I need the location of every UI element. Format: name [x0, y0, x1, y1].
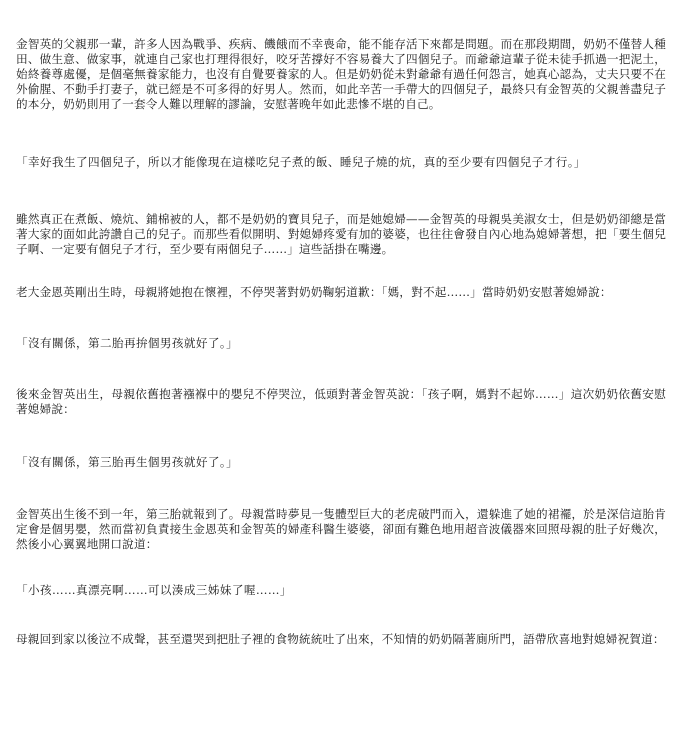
- quote-second-child: 「沒有關係，第二胎再拚個男孩就好了。」: [16, 336, 239, 350]
- paragraph-eunyoung-birth: 老大金恩英剛出生時，母親將她抱在懷裡，不停哭著對奶奶鞠躬道歉：「媽，對不起……」當時奶奶安慰著媳婦說：: [16, 285, 612, 299]
- paragraph-family-history: 金智英的父親那一輩，許多人因為戰爭、疾病、饑餓而不幸喪命，能不能存活下來都是問題。而在那段期間，奶奶不僅替人種田、做生意、做家事，就連自己家也打理得很好，咬牙苦撐好不容易養大了四個兒子。而爺爺這輩子從未徒手抓過一把泥土，始終養尊處優，是個毫無養家能力，也沒有自覺要養家的人。但是奶奶從未對爺爺有過任何怨言，她真心認為，丈夫只要不在外偷腥、不動手打妻子，就已經是不可多得的好男人。然而，如此辛苦一手帶大的四個兒子，最終只有金智英的父親善盡兒子的本分，奶奶則用了一套令人難以理解的謬論，安慰著晚年如此悲慘不堪的自己。: [16, 37, 666, 111]
- paragraph-mother-returns: 母親回到家以後泣不成聲，甚至還哭到把肚子裡的食物統統吐了出來，不知情的奶奶隔著廁所門，語帶欣喜地對媳婦祝賀道：: [16, 632, 665, 646]
- quote-grandmother-four-sons: 「幸好我生了四個兒子，所以才能像現在這樣吃兒子煮的飯、睡兒子燒的炕，真的至少要有四個兒子才行。」: [16, 155, 586, 169]
- paragraph-third-pregnancy: 金智英出生後不到一年，第三胎就報到了。母親當時夢見一隻體型巨大的老虎破門而入，還躲進了她的裙襬，於是深信這胎肯定會是個男嬰，然而當初負責接生金恩英和金智英的婦產科醫生婆婆，卻面有難色地用超音波儀器來回照母親的肚子好幾次，然後小心翼翼地開口說道：: [16, 507, 666, 551]
- quote-doctor: 「小孩……真漂亮啊……可以湊成三姊妹了喔……」: [16, 583, 292, 597]
- paragraph-jiyoung-birth: 後來金智英出生，母親依舊抱著襁褓中的嬰兒不停哭泣，低頭對著金智英說：「孩子啊，媽對不起妳……」這次奶奶依舊安慰著媳婦說：: [16, 387, 666, 416]
- paragraph-mother-in-law: 雖然真正在煮飯、燒炕、鋪棉被的人，都不是奶奶的寶貝兒子，而是她媳婦——金智英的母親吳美淑女士，但是奶奶卻總是當著大家的面如此誇讚自己的兒子。而那些看似開明、對媳婦疼愛有加的婆婆，也往往會發自內心地為媳婦著想，把「要生個兒子啊、一定要有個兒子才行，至少要有兩個兒子……」這些話掛在嘴邊。: [16, 212, 666, 256]
- quote-third-child: 「沒有關係，第三胎再生個男孩就好了。」: [16, 455, 239, 469]
